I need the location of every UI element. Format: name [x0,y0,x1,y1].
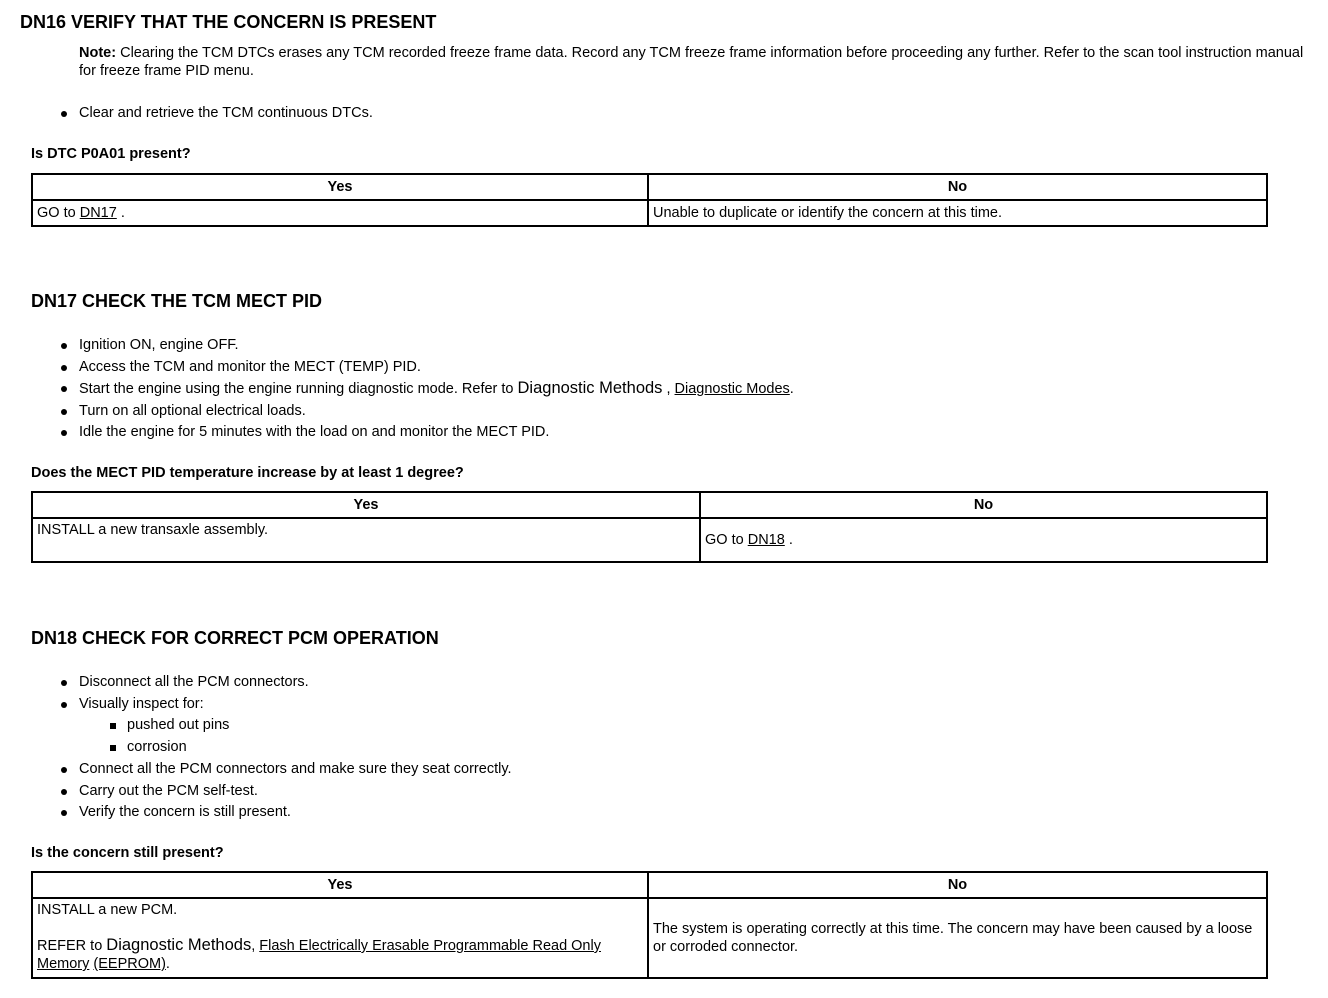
list-item: Disconnect all the PCM connectors. [31,672,309,694]
yes-suffix: . [116,205,125,221]
yes-cell [32,898,648,978]
refer-text: REFER to [37,938,107,954]
dn18-sub-steps [31,715,229,758]
dn17-steps [31,335,794,444]
list-item: Turn on all optional electrical loads. [31,401,794,423]
link-flash-eeprom[interactable]: Flash Electrically Erasable Programmable Read Only Memory [37,938,601,972]
suffix: . [789,381,794,398]
dn16-title: DN16 VERIFY THAT THE CONCERN IS PRESENT [20,12,437,32]
dn18-steps [31,672,309,715]
step-text: Start the engine using the engine running diagnostic mode. Refer to [79,381,518,398]
note-label: Note: [79,45,117,61]
list-item: Visually inspect for: [31,694,309,716]
dn17-title: DN17 CHECK THE TCM MECT PID [31,291,323,311]
sep: , [662,381,675,398]
dn16-question: Is DTC P0A01 present? [31,146,191,162]
list-item: Verify the concern is still present. [31,802,512,824]
list-item: Clear and retrieve the TCM continuous DTCs. [31,103,373,125]
yes-cell [32,200,648,226]
no-prefix: GO to [705,532,748,548]
dn18-title: DN18 CHECK FOR CORRECT PCM OPERATION [31,628,439,648]
dn18-question: Is the concern still present? [31,845,224,861]
no-cell: The system is operating correctly at this time. The concern may have been caused by a loose or corroded connector. [648,898,1267,978]
list-item: Idle the engine for 5 minutes with the load on and monitor the MECT PID. [31,422,794,444]
list-item: Connect all the PCM connectors and make sure they seat correctly. [31,759,512,781]
sub-list-item: corrosion [31,737,229,759]
link-diagnostic-modes[interactable]: Diagnostic Modes [674,381,790,398]
ref-diagnostic-methods: Diagnostic Methods [517,379,663,398]
yes-line1: INSTALL a new PCM. [37,902,178,918]
yes-header: Yes [32,492,700,518]
dn16-note [79,44,1314,80]
sub-list-item: pushed out pins [31,715,229,737]
yes-prefix: GO to [37,205,80,221]
ref-diagnostic-methods: Diagnostic Methods [106,936,252,954]
yes-refer-line [37,936,643,973]
dn18-table [31,871,1268,979]
list-item: Carry out the PCM self-test. [31,781,512,803]
dn17-question: Does the MECT PID temperature increase by at least 1 degree? [31,465,464,481]
yes-header: Yes [32,174,648,200]
yes-cell: INSTALL a new transaxle assembly. [32,518,700,562]
no-cell [700,518,1267,562]
sep: , [251,938,260,954]
list-item [31,378,794,401]
list-item: Ignition ON, engine OFF. [31,335,794,357]
no-header: No [648,872,1267,898]
dn18-steps-b [31,759,512,824]
dn16-table [31,173,1268,227]
dn17-table [31,491,1268,563]
yes-header: Yes [32,872,648,898]
no-header: No [648,174,1267,200]
end: . [165,956,170,972]
link-eeprom[interactable]: (EEPROM) [93,956,166,972]
dn16-steps [31,103,373,125]
link-dn17[interactable]: DN17 [79,205,117,221]
no-header: No [700,492,1267,518]
no-suffix: . [784,532,793,548]
note-text: Clearing the TCM DTCs erases any TCM recorded freeze frame data. Record any TCM freeze frame information before proceeding any further. Refer to the scan tool instruction manual for freeze frame PID menu. [79,45,1304,79]
link-dn18[interactable]: DN18 [747,532,785,548]
no-cell: Unable to duplicate or identify the concern at this time. [648,200,1267,226]
list-item: Access the TCM and monitor the MECT (TEMP) PID. [31,357,794,379]
